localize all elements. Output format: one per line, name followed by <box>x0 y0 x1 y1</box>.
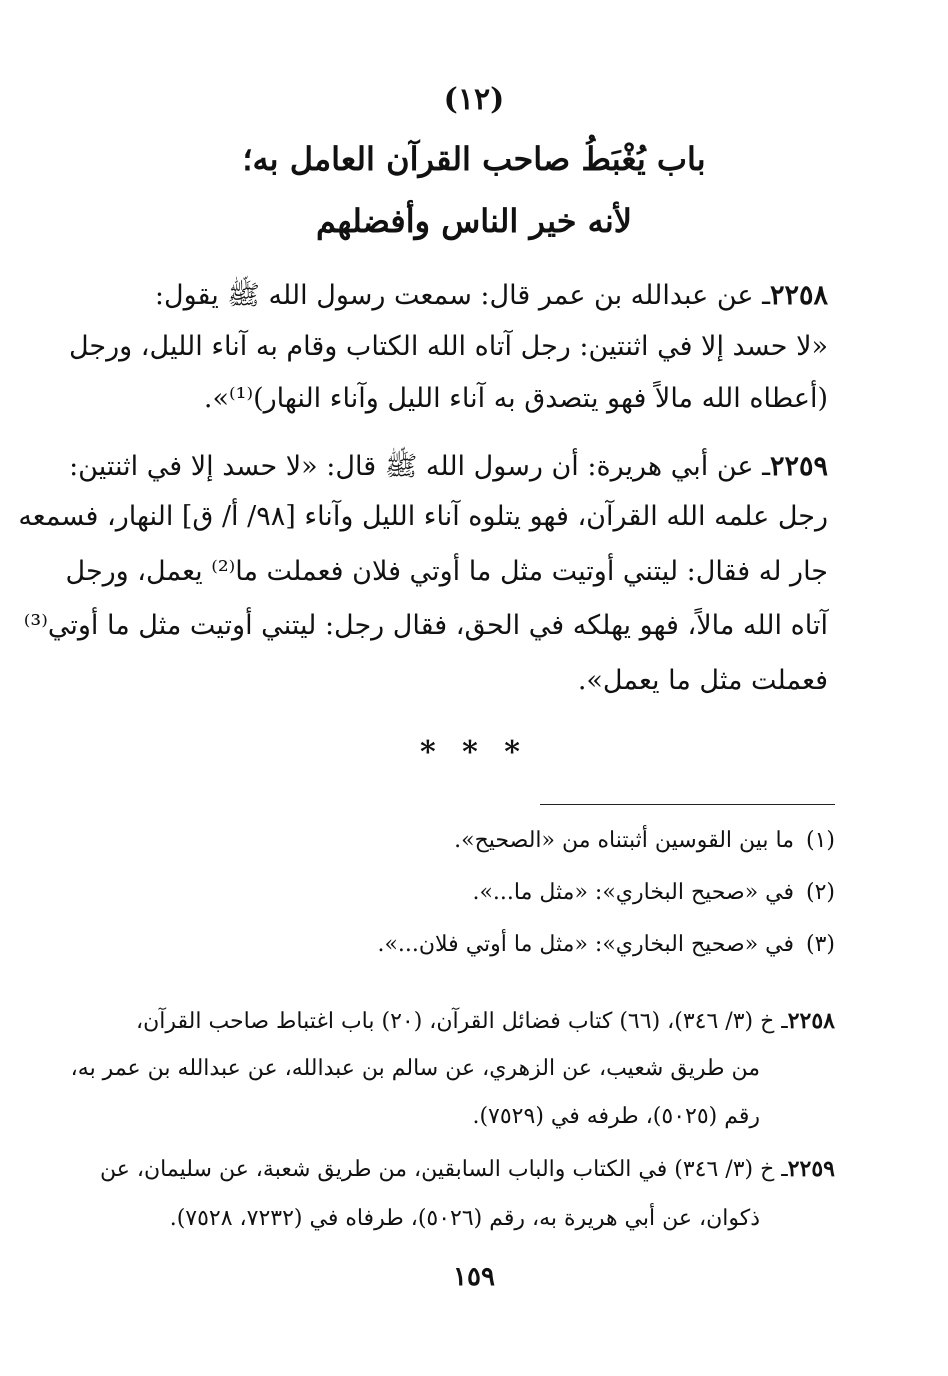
hadith-2259-line-1 <box>69 449 828 489</box>
takhrij-text: ـ خ (٣/ ٣٤٦) في الكتاب والباب السابقين، من طريق شعبة، عن سليمان، عن <box>100 1157 788 1182</box>
takhrij-number: ٢٢٥٨ <box>787 1008 835 1034</box>
footnote-text: ما بين القوسين أثبتناه من «الصحيح». <box>454 828 794 853</box>
footnote-text: في «صحيح البخاري»: «مثل ما...». <box>472 880 794 905</box>
hadith-text: ـ عن أبي هريرة: أن رسول الله ﷺ قال: «لا حسد إلا في اثنتين: <box>69 451 770 482</box>
chapter-number: (١٢) <box>443 82 505 117</box>
chapter-title-line-2: لأنه خير الناس وأفضلهم <box>316 202 632 240</box>
footnote-number: (١) <box>805 828 835 853</box>
takhrij-text: ـ خ (٣/ ٣٤٦)، (٦٦) كتاب فضائل القرآن، (٢٠) باب اغتباط صاحب القرآن، <box>136 1009 788 1034</box>
section-separator: * * * <box>420 735 528 770</box>
hadith-2259-line-5: فعملت مثل ما يعمل». <box>577 665 828 696</box>
footnote-1 <box>115 828 835 853</box>
footnote-number: (٢) <box>805 880 835 905</box>
takhrij-2258-line-2: من طريق شعيب، عن الزهري، عن سالم بن عبدالله، عن عبدالله بن عمر به، <box>70 1056 760 1081</box>
hadith-text: ـ عن عبدالله بن عمر قال: سمعت رسول الله ﷺ يقول: <box>154 280 770 311</box>
takhrij-2258-line-3: رقم (٥٠٢٥)، طرفه في (٧٥٢٩). <box>472 1104 760 1129</box>
takhrij-2259-line-1 <box>100 1156 835 1182</box>
hadith-2258-line-3: (أعطاه الله مالاً فهو يتصدق به آناء الليل وآناء النهار)⁽¹⁾». <box>203 383 828 414</box>
footnote-number: (٣) <box>805 932 835 957</box>
takhrij-2259-line-2: ذكوان، عن أبي هريرة به، رقم (٥٠٢٦)، طرفاه في (٧٢٣٢، ٧٥٢٨). <box>169 1206 760 1231</box>
footnote-rule <box>540 804 835 805</box>
footnote-3 <box>115 932 835 957</box>
footnote-text: في «صحيح البخاري»: «مثل ما أوتي فلان...». <box>377 932 794 957</box>
hadith-number: ٢٢٥٨ <box>769 280 828 311</box>
takhrij-2258-line-1 <box>113 1008 835 1034</box>
chapter-title-line-1: باب يُغْبَطُ صاحب القرآن العامل به؛ <box>242 140 706 178</box>
footnote-2 <box>115 880 835 905</box>
hadith-2259-line-3: جار له فقال: ليتني أوتيت مثل ما أوتي فلان فعملت ما⁽²⁾ يعمل، ورجل <box>65 556 828 587</box>
page-number: ١٥٩ <box>453 1262 495 1292</box>
hadith-2258-line-2: «لا حسد إلا في اثنتين: رجل آتاه الله الكتاب وقام به آناء الليل، ورجل <box>68 331 828 362</box>
hadith-number: ٢٢٥٩ <box>769 451 828 482</box>
hadith-2259-line-2: رجل علمه الله القرآن، فهو يتلوه آناء الليل وآناء [٩٨/ أ/ ق] النهار، فسمعه <box>18 501 828 532</box>
takhrij-number: ٢٢٥٩ <box>787 1156 835 1182</box>
hadith-2258-line-1 <box>118 278 828 318</box>
hadith-2259-line-4: آتاه الله مالاً، فهو يهلكه في الحق، فقال رجل: ليتني أوتيت مثل ما أوتي⁽³⁾ <box>23 610 828 641</box>
